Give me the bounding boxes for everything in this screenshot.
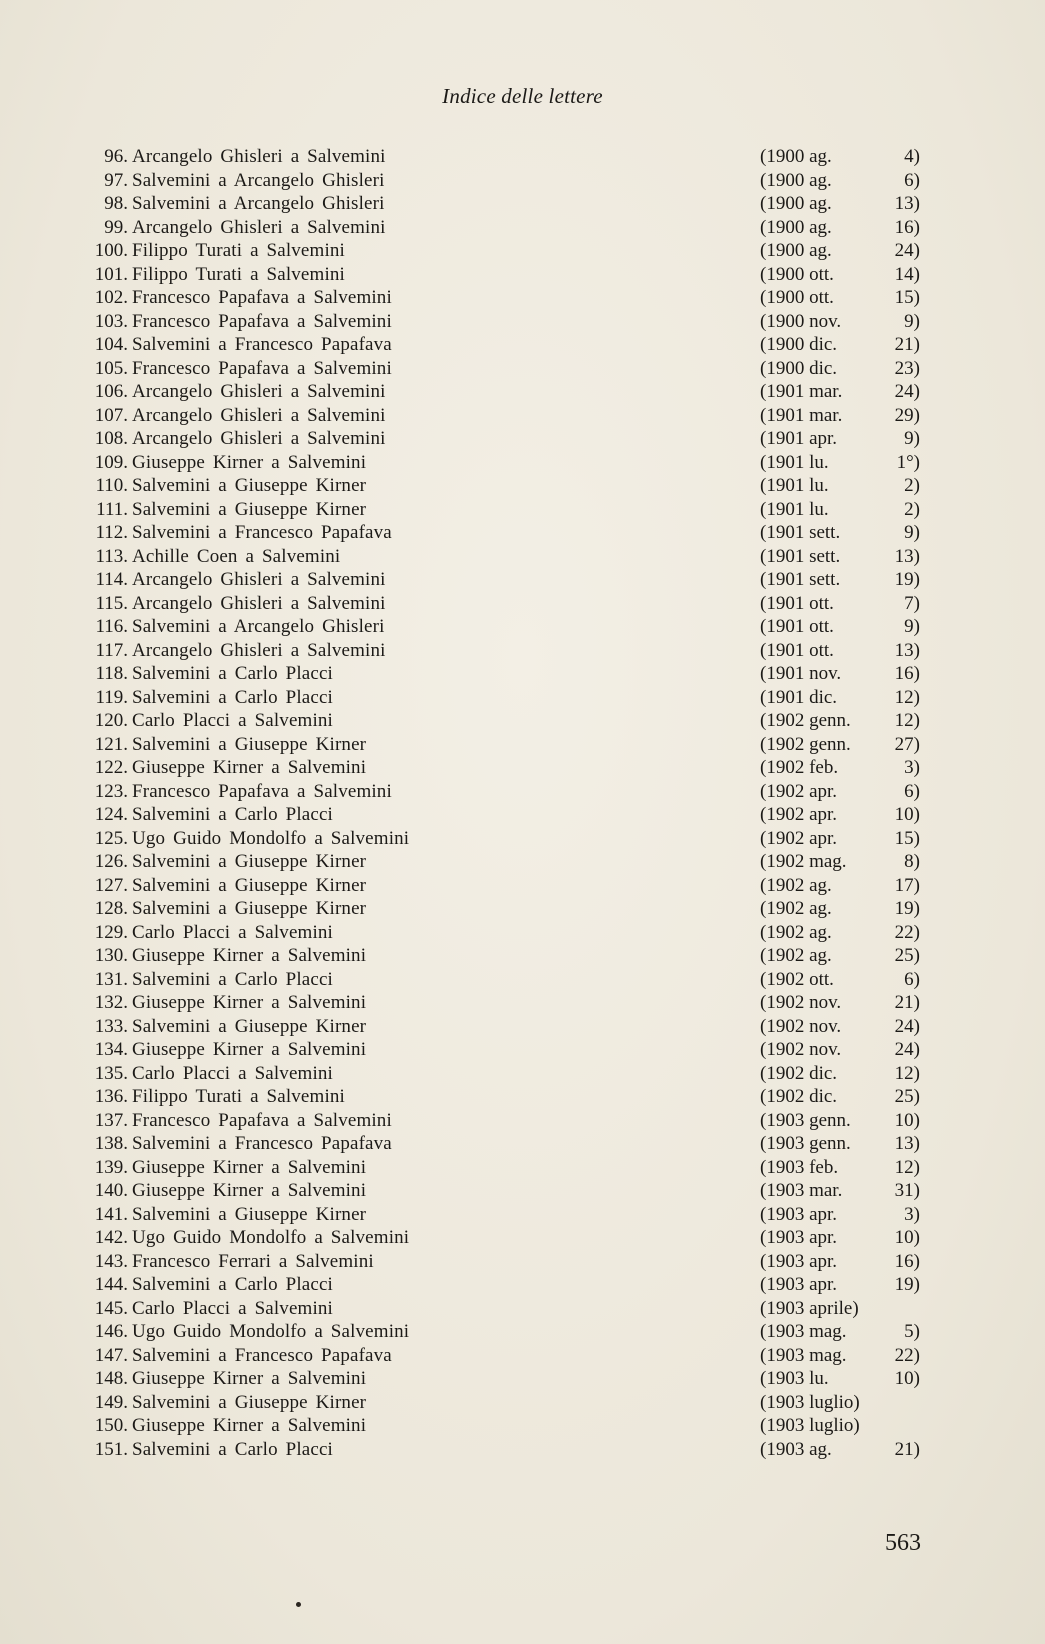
entry-day: 9)	[904, 522, 920, 543]
entry-number: 144.	[94, 1274, 128, 1295]
entry-title: Giuseppe Kirner a Salvemini	[132, 1415, 367, 1436]
entry-title: Salvemini a Giuseppe Kirner	[132, 851, 367, 872]
entry-day: 2)	[904, 498, 920, 520]
entry-title: Salvemini a Carlo Placci	[132, 686, 333, 708]
entry-day: 27)	[894, 733, 920, 755]
entry-number: 96.	[104, 146, 128, 167]
index-entry	[0, 921, 1045, 945]
entry-day: 13)	[894, 193, 920, 214]
page-number: 563	[885, 1530, 921, 1556]
entry-day: 6)	[904, 780, 920, 802]
entry-title: Salvemini a Arcangelo Ghisleri	[132, 616, 385, 637]
index-entry	[0, 1203, 1045, 1227]
entry-day: 13)	[894, 1133, 920, 1154]
entry-day: 21)	[894, 992, 920, 1013]
entry-date: (1901 ott.	[760, 639, 834, 661]
entry-date: (1903 feb.	[760, 1156, 839, 1178]
entry-number: 121.	[94, 733, 128, 755]
entry-date: (1903 luglio)	[760, 1415, 860, 1436]
entry-number: 109.	[94, 451, 128, 473]
entry-number: 117.	[95, 639, 128, 661]
entry-number: 145.	[94, 1297, 128, 1319]
entry-date: (1902 ag.	[760, 898, 832, 919]
index-entry	[0, 404, 1045, 428]
entry-title: Giuseppe Kirner a Salvemini	[132, 1039, 367, 1060]
entry-title: Salvemini a Carlo Placci	[132, 1274, 333, 1295]
index-entry	[0, 1438, 1045, 1462]
entry-title: Salvemini a Giuseppe Kirner	[132, 1015, 367, 1037]
entry-day: 25)	[894, 945, 920, 966]
entry-day: 8)	[904, 851, 920, 872]
entry-date: (1903 apr.	[760, 1274, 838, 1295]
index-entry	[0, 498, 1045, 522]
entry-day: 24)	[894, 1039, 920, 1060]
ink-speck	[296, 1602, 301, 1607]
index-entry	[0, 639, 1045, 663]
index-entry	[0, 1273, 1045, 1297]
index-entry	[0, 310, 1045, 334]
entry-day: 15)	[894, 287, 920, 308]
entry-number: 133.	[94, 1015, 128, 1037]
entry-day: 24)	[894, 1015, 920, 1037]
index-entry	[0, 1320, 1045, 1344]
entry-day: 24)	[894, 240, 920, 261]
entry-day: 4)	[904, 146, 920, 167]
entry-day: 16)	[894, 216, 920, 238]
entry-day: 10)	[894, 1109, 920, 1131]
index-entry	[0, 474, 1045, 498]
index-entry	[0, 1132, 1045, 1156]
entry-date: (1903 mag.	[760, 1344, 847, 1366]
entry-number: 100.	[94, 240, 128, 261]
entry-day: 24)	[894, 381, 920, 402]
entry-title: Salvemini a Francesco Papafava	[132, 334, 392, 355]
entry-title: Salvemini a Giuseppe Kirner	[132, 733, 367, 755]
entry-number: 127.	[94, 874, 128, 896]
entry-title: Giuseppe Kirner a Salvemini	[132, 1180, 367, 1201]
entry-date: (1903 aprile)	[760, 1297, 859, 1319]
entry-title: Filippo Turati a Salvemini	[132, 1086, 345, 1107]
entry-day: 5)	[904, 1321, 920, 1342]
entry-title: Francesco Papafava a Salvemini	[132, 780, 392, 802]
index-entry	[0, 169, 1045, 193]
entry-day: 6)	[904, 169, 920, 191]
entry-number: 136.	[94, 1086, 128, 1107]
entry-day: 3)	[904, 1203, 920, 1225]
entry-date: (1901 sett.	[760, 522, 841, 543]
entry-day: 17)	[894, 874, 920, 896]
entry-title: Ugo Guido Mondolfo a Salvemini	[132, 827, 410, 849]
entry-title: Arcangelo Ghisleri a Salvemini	[132, 639, 386, 661]
entry-title: Salvemini a Giuseppe Kirner	[132, 1391, 367, 1413]
entry-title: Carlo Placci a Salvemini	[132, 1297, 333, 1319]
entry-date: (1902 nov.	[760, 1039, 842, 1060]
entry-title: Arcangelo Ghisleri a Salvemini	[132, 569, 386, 590]
entry-date: (1900 ott.	[760, 287, 834, 308]
entry-number: 141.	[94, 1203, 128, 1225]
entry-number: 99.	[104, 216, 128, 238]
entry-title: Francesco Papafava a Salvemini	[132, 357, 392, 379]
entry-title: Carlo Placci a Salvemini	[132, 921, 333, 943]
entry-day: 14)	[894, 263, 920, 285]
entry-title: Salvemini a Francesco Papafava	[132, 1133, 392, 1154]
entry-title: Salvemini a Giuseppe Kirner	[132, 1203, 367, 1225]
entry-day: 9)	[904, 616, 920, 637]
letter-index-list	[0, 145, 1045, 1461]
entry-title: Giuseppe Kirner a Salvemini	[132, 451, 367, 473]
index-entry	[0, 709, 1045, 733]
entry-number: 151.	[94, 1438, 128, 1460]
entry-title: Filippo Turati a Salvemini	[132, 240, 345, 261]
entry-title: Francesco Papafava a Salvemini	[132, 287, 392, 308]
entry-date: (1901 ott.	[760, 592, 834, 614]
entry-day: 12)	[894, 1156, 920, 1178]
index-entry	[0, 216, 1045, 240]
entry-number: 130.	[94, 945, 128, 966]
entry-number: 97.	[104, 169, 128, 191]
entry-number: 113.	[95, 545, 128, 567]
index-entry	[0, 380, 1045, 404]
entry-number: 110.	[95, 475, 128, 496]
entry-day: 13)	[894, 639, 920, 661]
index-entry	[0, 615, 1045, 639]
entry-day: 19)	[894, 1274, 920, 1295]
entry-number: 106.	[94, 381, 128, 402]
entry-date: (1902 ag.	[760, 921, 832, 943]
entry-title: Salvemini a Carlo Placci	[132, 1438, 333, 1460]
entry-day: 19)	[894, 898, 920, 919]
entry-date: (1903 luglio)	[760, 1391, 860, 1413]
entry-date: (1902 apr.	[760, 780, 838, 802]
index-entry	[0, 1179, 1045, 1203]
entry-number: 126.	[94, 851, 128, 872]
entry-title: Salvemini a Francesco Papafava	[132, 522, 392, 543]
entry-date: (1903 apr.	[760, 1227, 838, 1248]
entry-day: 13)	[894, 545, 920, 567]
index-entry	[0, 145, 1045, 169]
entry-date: (1900 ag.	[760, 240, 832, 261]
index-entry	[0, 451, 1045, 475]
entry-number: 122.	[94, 757, 128, 778]
index-entry	[0, 756, 1045, 780]
entry-date: (1903 ag.	[760, 1438, 832, 1460]
entry-day: 9)	[904, 428, 920, 449]
entry-title: Salvemini a Giuseppe Kirner	[132, 874, 367, 896]
entry-date: (1902 apr.	[760, 804, 838, 825]
index-entry	[0, 1367, 1045, 1391]
entry-day: 7)	[904, 592, 920, 614]
entry-day: 2)	[904, 475, 920, 496]
entry-title: Carlo Placci a Salvemini	[132, 710, 333, 731]
entry-number: 103.	[94, 310, 128, 332]
entry-number: 105.	[94, 357, 128, 379]
entry-date: (1900 ott.	[760, 263, 834, 285]
entry-number: 124.	[94, 804, 128, 825]
entry-day: 22)	[894, 1344, 920, 1366]
entry-title: Carlo Placci a Salvemini	[132, 1062, 333, 1084]
index-entry	[0, 944, 1045, 968]
entry-date: (1903 genn.	[760, 1133, 851, 1154]
entry-day: 21)	[894, 1438, 920, 1460]
entry-number: 115.	[95, 592, 128, 614]
index-entry	[0, 592, 1045, 616]
index-entry	[0, 1038, 1045, 1062]
entry-title: Giuseppe Kirner a Salvemini	[132, 757, 367, 778]
index-entry	[0, 803, 1045, 827]
entry-date: (1902 mag.	[760, 851, 847, 872]
entry-date: (1900 ag.	[760, 146, 832, 167]
entry-date: (1902 ag.	[760, 874, 832, 896]
entry-number: 123.	[94, 780, 128, 802]
entry-day: 1°)	[896, 451, 920, 473]
entry-number: 138.	[94, 1133, 128, 1154]
index-entry	[0, 1344, 1045, 1368]
entry-date: (1902 genn.	[760, 733, 851, 755]
entry-date: (1903 apr.	[760, 1203, 838, 1225]
entry-day: 3)	[904, 757, 920, 778]
entry-number: 150.	[94, 1415, 128, 1436]
entry-date: (1902 apr.	[760, 827, 838, 849]
index-entry	[0, 1015, 1045, 1039]
entry-title: Ugo Guido Mondolfo a Salvemini	[132, 1227, 410, 1248]
entry-number: 125.	[94, 827, 128, 849]
index-entry	[0, 897, 1045, 921]
index-entry	[0, 521, 1045, 545]
entry-date: (1900 ag.	[760, 169, 832, 191]
index-entry	[0, 568, 1045, 592]
entry-number: 116.	[95, 616, 128, 637]
index-entry	[0, 357, 1045, 381]
entry-date: (1901 lu.	[760, 498, 829, 520]
entry-number: 148.	[94, 1368, 128, 1389]
entry-title: Giuseppe Kirner a Salvemini	[132, 1156, 367, 1178]
index-entry	[0, 1226, 1045, 1250]
entry-date: (1900 dic.	[760, 357, 838, 379]
entry-title: Arcangelo Ghisleri a Salvemini	[132, 404, 386, 426]
entry-date: (1901 ott.	[760, 616, 834, 637]
entry-number: 129.	[94, 921, 128, 943]
entry-number: 142.	[94, 1227, 128, 1248]
entry-date: (1903 genn.	[760, 1109, 851, 1131]
index-entry	[0, 286, 1045, 310]
entry-title: Arcangelo Ghisleri a Salvemini	[132, 216, 386, 238]
entry-date: (1903 mar.	[760, 1180, 843, 1201]
entry-date: (1902 dic.	[760, 1062, 838, 1084]
entry-title: Giuseppe Kirner a Salvemini	[132, 945, 367, 966]
entry-date: (1901 sett.	[760, 545, 841, 567]
entry-number: 143.	[94, 1250, 128, 1272]
index-entry	[0, 662, 1045, 686]
entry-number: 118.	[95, 663, 128, 684]
entry-title: Salvemini a Giuseppe Kirner	[132, 475, 367, 496]
entry-date: (1901 apr.	[760, 428, 838, 449]
entry-number: 147.	[94, 1344, 128, 1366]
index-entry	[0, 1414, 1045, 1438]
index-entry	[0, 850, 1045, 874]
running-head: Indice delle lettere	[442, 84, 603, 108]
entry-day: 22)	[894, 921, 920, 943]
entry-date: (1900 dic.	[760, 334, 838, 355]
entry-number: 111.	[96, 498, 128, 520]
index-entry	[0, 874, 1045, 898]
entry-title: Arcangelo Ghisleri a Salvemini	[132, 592, 386, 614]
entry-date: (1901 nov.	[760, 663, 842, 684]
entry-day: 23)	[894, 357, 920, 379]
entry-day: 12)	[894, 1062, 920, 1084]
entry-day: 9)	[904, 310, 920, 332]
entry-day: 19)	[894, 569, 920, 590]
entry-title: Salvemini a Carlo Placci	[132, 663, 333, 684]
entry-title: Achille Coen a Salvemini	[132, 545, 341, 567]
entry-date: (1902 nov.	[760, 992, 842, 1013]
entry-date: (1902 dic.	[760, 1086, 838, 1107]
entry-date: (1902 ott.	[760, 968, 834, 990]
entry-number: 139.	[94, 1156, 128, 1178]
entry-title: Filippo Turati a Salvemini	[132, 263, 345, 285]
entry-date: (1901 mar.	[760, 381, 843, 402]
entry-number: 137.	[94, 1109, 128, 1131]
entry-date: (1901 mar.	[760, 404, 843, 426]
index-entry	[0, 263, 1045, 287]
entry-day: 31)	[894, 1180, 920, 1201]
entry-number: 128.	[94, 898, 128, 919]
index-entry	[0, 827, 1045, 851]
entry-number: 112.	[95, 522, 128, 543]
entry-title: Francesco Papafava a Salvemini	[132, 1109, 392, 1131]
entry-date: (1902 genn.	[760, 710, 851, 731]
entry-number: 149.	[94, 1391, 128, 1413]
index-entry	[0, 545, 1045, 569]
entry-number: 114.	[95, 569, 128, 590]
index-entry	[0, 427, 1045, 451]
index-entry	[0, 968, 1045, 992]
index-entry	[0, 1109, 1045, 1133]
entry-title: Salvemini a Francesco Papafava	[132, 1344, 392, 1366]
entry-title: Ugo Guido Mondolfo a Salvemini	[132, 1321, 410, 1342]
entry-number: 102.	[94, 287, 128, 308]
entry-number: 134.	[94, 1039, 128, 1060]
entry-day: 15)	[894, 827, 920, 849]
entry-date: (1900 ag.	[760, 193, 832, 214]
entry-title: Arcangelo Ghisleri a Salvemini	[132, 381, 386, 402]
entry-number: 119.	[95, 686, 128, 708]
entry-title: Salvemini a Carlo Placci	[132, 968, 333, 990]
entry-number: 108.	[94, 428, 128, 449]
index-entry	[0, 1297, 1045, 1321]
entry-day: 29)	[894, 404, 920, 426]
entry-date: (1903 lu.	[760, 1368, 829, 1389]
entry-date: (1900 nov.	[760, 310, 842, 332]
entry-number: 104.	[94, 334, 128, 355]
entry-title: Arcangelo Ghisleri a Salvemini	[132, 428, 386, 449]
index-entry	[0, 1062, 1045, 1086]
entry-date: (1900 ag.	[760, 216, 832, 238]
entry-date: (1903 mag.	[760, 1321, 847, 1342]
entry-date: (1902 nov.	[760, 1015, 842, 1037]
entry-title: Salvemini a Giuseppe Kirner	[132, 498, 367, 520]
entry-day: 21)	[894, 334, 920, 355]
entry-number: 135.	[94, 1062, 128, 1084]
index-entry	[0, 686, 1045, 710]
entry-number: 146.	[94, 1321, 128, 1342]
entry-day: 10)	[894, 1227, 920, 1248]
entry-number: 101.	[94, 263, 128, 285]
entry-day: 25)	[894, 1086, 920, 1107]
entry-title: Giuseppe Kirner a Salvemini	[132, 1368, 367, 1389]
entry-title: Salvemini a Arcangelo Ghisleri	[132, 193, 385, 214]
entry-title: Salvemini a Carlo Placci	[132, 804, 333, 825]
entry-title: Giuseppe Kirner a Salvemini	[132, 992, 367, 1013]
entry-date: (1902 feb.	[760, 757, 839, 778]
index-entry	[0, 1085, 1045, 1109]
entry-date: (1901 sett.	[760, 569, 841, 590]
entry-day: 12)	[894, 710, 920, 731]
entry-date: (1901 dic.	[760, 686, 838, 708]
entry-day: 10)	[894, 804, 920, 825]
index-entry	[0, 1391, 1045, 1415]
entry-date: (1902 ag.	[760, 945, 832, 966]
entry-day: 10)	[894, 1368, 920, 1389]
entry-date: (1903 apr.	[760, 1250, 838, 1272]
entry-number: 120.	[94, 710, 128, 731]
index-entry	[0, 991, 1045, 1015]
index-entry	[0, 780, 1045, 804]
index-entry	[0, 733, 1045, 757]
entry-title: Salvemini a Arcangelo Ghisleri	[132, 169, 385, 191]
entry-number: 140.	[94, 1180, 128, 1201]
entry-date: (1901 lu.	[760, 451, 829, 473]
entry-number: 132.	[94, 992, 128, 1013]
entry-day: 16)	[894, 663, 920, 684]
entry-title: Arcangelo Ghisleri a Salvemini	[132, 146, 386, 167]
entry-date: (1901 lu.	[760, 475, 829, 496]
index-entry	[0, 192, 1045, 216]
index-entry	[0, 1250, 1045, 1274]
entry-title: Francesco Ferrari a Salvemini	[132, 1250, 374, 1272]
entry-day: 12)	[894, 686, 920, 708]
index-entry	[0, 1156, 1045, 1180]
entry-number: 107.	[94, 404, 128, 426]
index-entry	[0, 333, 1045, 357]
entry-number: 98.	[104, 193, 128, 214]
entry-day: 16)	[894, 1250, 920, 1272]
entry-day: 6)	[904, 968, 920, 990]
index-entry	[0, 239, 1045, 263]
entry-title: Salvemini a Giuseppe Kirner	[132, 898, 367, 919]
entry-number: 131.	[94, 968, 128, 990]
entry-title: Francesco Papafava a Salvemini	[132, 310, 392, 332]
